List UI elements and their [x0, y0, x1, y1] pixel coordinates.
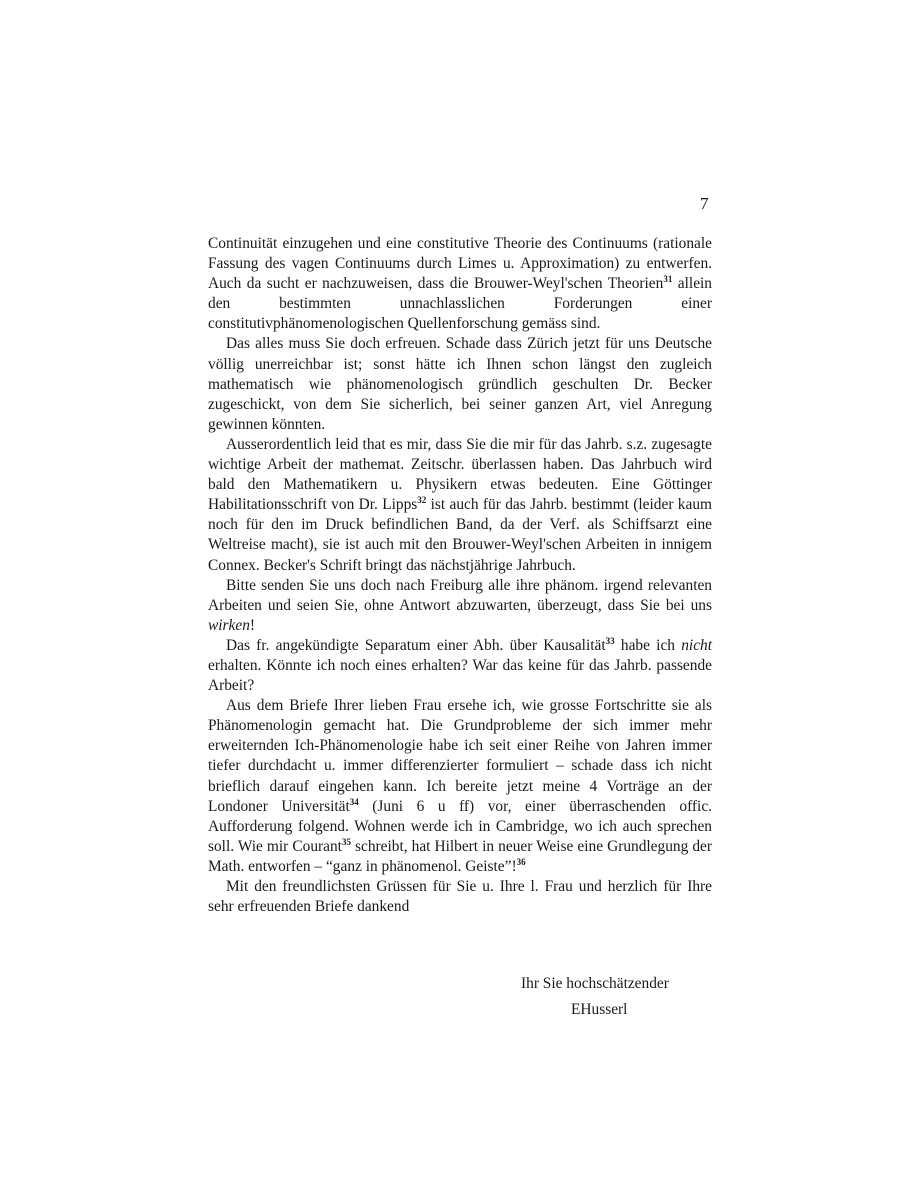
footnote-ref: 31 [663, 274, 673, 285]
text-run: allein den bestimmten unnachlasslichen Forderungen einer constitutivphänomenologischen Quellenforschung gemäss sind. [208, 275, 712, 333]
text-run: Ausserordentlich leid that es mir, dass Sie die mir für das Jahrb. s.z. zugesagte wichtige Arbeit der mathemat. Zeitschr. überlassen haben. Das Jahrbuch wird bald den Mathematikern u. Physikern etwas bedeuten. Eine Göttinger Habilitationsschrift von Dr. Lipps [208, 435, 712, 514]
emphasis-text: wirken [208, 616, 250, 634]
text-run: Mit den freundlichsten Grüssen für Sie u. Ihre l. Frau und herzlich für Ihre sehr erfreuenden Briefe dankend [208, 878, 712, 916]
footnote-ref: 35 [341, 836, 351, 847]
page-number: 7 [700, 194, 709, 213]
text-run: Das fr. angekündigte Separatum einer Abh. über Kausalität [226, 636, 606, 654]
paragraph [208, 435, 712, 576]
footnote-ref: 33 [605, 635, 615, 646]
text-run: Continuität einzugehen und eine constitutive Theorie des Continuums (rationale Fassung des vagen Continuums durch Limes u. Approximation) zu entwerfen. Auch da sucht er nachzuweisen, dass die Brouwer-Weyl'schen Theorien [208, 235, 712, 293]
text-run: ! [249, 616, 256, 634]
text-run: schreibt, hat Hilbert in neuer Weise eine Grundlegung der Math. entworfen – “ganz in phänomenol. Geiste”! [208, 837, 713, 875]
paragraph [208, 576, 712, 636]
text-run: erhalten. Könnte ich noch eines erhalten? War das keine für das Jahrb. passende Arbeit? [208, 656, 712, 695]
text-run: (Juni 6 u ff) vor, einer überraschenden offic. Aufforderung folgend. Wohnen werde ich in Cambridge, wo ich auch sprechen soll. Wie mir Courant [208, 797, 712, 855]
text-run: Aus dem Briefe Ihrer lieben Frau ersehe ich, wie grosse Fortschritte sie als Phänomenologin gemacht hat. Die Grundprobleme der sich immer mehr erweiternden Ich-Phänomenologie habe ich seit einer Reihe von Jahren immer tiefer durchdacht u. immer differenzierter formuliert – schade dass ich nicht brieflich darauf eingehen kann. Ich bereite jetzt meine 4 Vorträge an der Londoner Universität [208, 697, 712, 815]
text-run: Das alles muss Sie doch erfreuen. Schade dass Zürich jetzt für uns Deutsche völlig unerreichbar ist; sonst hätte ich Ihnen schon längst den zugleich mathematisch wie phänomenologisch gründlich geschulten Dr. Becker zugeschickt, von dem Sie sicherlich, bei seiner ganzen Art, viel Anregung gewinnen könnten. [208, 335, 712, 433]
text-run: ist auch für das Jahrb. bestimmt (leider kaum noch für den im Druck befindlichen Band, da der Verf. als Schiffsarzt eine Weltreise macht), sie ist auch mit den Brouwer-Weyl'schen Arbeiten in innigem Connex. Becker's Schrift bringt das nächstjährige Jahrbuch. [208, 496, 712, 574]
paragraph [208, 234, 712, 334]
footnote-ref: 36 [516, 856, 526, 867]
footnote-ref: 34 [349, 796, 359, 807]
signature: EHusserl [571, 1001, 628, 1018]
paragraph [208, 334, 712, 434]
paragraph [208, 877, 712, 917]
text-run: habe ich [614, 636, 682, 654]
letter-body [208, 234, 712, 917]
paragraph [208, 696, 712, 877]
closing-salutation: Ihr Sie hochschätzender [521, 975, 669, 992]
emphasis-text: nicht [681, 636, 712, 654]
paragraph [208, 636, 712, 696]
text-run: Bitte senden Sie uns doch nach Freiburg alle ihre phänom. irgend relevanten Arbeiten und seien Sie, ohne Antwort abzuwarten, überzeugt, dass Sie bei uns [208, 576, 712, 614]
footnote-ref: 32 [417, 495, 427, 506]
